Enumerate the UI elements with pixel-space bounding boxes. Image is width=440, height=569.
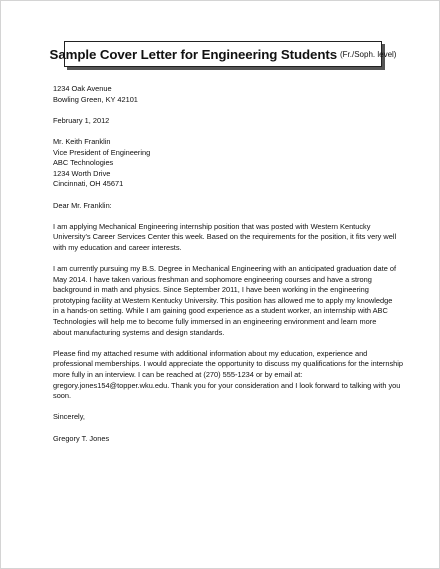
recipient-address <box>53 137 405 190</box>
paragraph-line: May 2014. I have taken various freshman and sophomore engineering courses and have a strong <box>53 274 372 284</box>
salutation: Dear Mr. Franklin: <box>53 200 112 210</box>
paragraph-line: with my education and career interests. <box>53 242 182 252</box>
recipient-street: 1234 Worth Drive <box>53 168 111 178</box>
recipient-company: ABC Technologies <box>53 158 114 168</box>
sender-street: 1234 Oak Avenue <box>53 84 112 93</box>
recipient-city: Cincinnati, OH 45671 <box>53 179 124 189</box>
paragraph-line: in a hands-on setting. While I am gaining good experience as a student worker, an internship with ABC <box>53 306 388 316</box>
paragraph-line: prototyping facility at Western Kentucky University. This position has allowed me to apply my knowledge <box>53 295 393 305</box>
document-subtitle: (Fr./Soph. level) <box>340 49 397 59</box>
sender-address <box>53 84 405 105</box>
paragraph-line: soon. <box>53 391 72 401</box>
letter-body <box>53 84 405 444</box>
paragraph-line: Technologies will help me to become fully immersed in an engineering environment and learn more <box>53 317 377 327</box>
document-title: Sample Cover Letter for Engineering Students <box>49 46 337 62</box>
paragraph-line: I am applying Mechanical Engineering internship position that was posted with Western Kentucky <box>53 221 371 231</box>
sender-city: Bowling Green, KY 42101 <box>53 94 138 104</box>
paragraph-3 <box>53 349 405 402</box>
paragraph-line: professional memberships. I would appreciate the opportunity to discuss my qualifications for the internship <box>53 359 404 369</box>
paragraph-line: about manufacturing systems and design standards. <box>53 327 225 337</box>
paragraph-line: background in math and physics. Since September 2011, I have been working in the engineering <box>53 285 369 295</box>
paragraph-line: gregory.jones154@topper.wku.edu. Thank you for your consideration and I look forward to talking with you <box>53 380 401 390</box>
paragraph-line: Please find my attached resume with additional information about my education, experience and <box>53 348 368 358</box>
paragraph-1 <box>53 222 405 254</box>
paragraph-2 <box>53 264 405 338</box>
letter-date: February 1, 2012 <box>53 115 110 125</box>
signature-name: Gregory T. Jones <box>53 433 110 443</box>
recipient-title: Vice President of Engineering <box>53 147 151 157</box>
paragraph-line: more fully in an interview. I can be reached at (270) 555-1234 or by email at: <box>53 370 303 380</box>
paragraph-line: I am currently pursuing my B.S. Degree in Mechanical Engineering with an anticipated graduation date of <box>53 264 397 274</box>
paragraph-line: University's Career Services Center this week. Based on the requirements for the position, it fits very well <box>53 232 397 242</box>
closing: Sincerely, <box>53 412 85 422</box>
recipient-name: Mr. Keith Franklin <box>53 136 111 146</box>
title-box <box>49 41 397 67</box>
